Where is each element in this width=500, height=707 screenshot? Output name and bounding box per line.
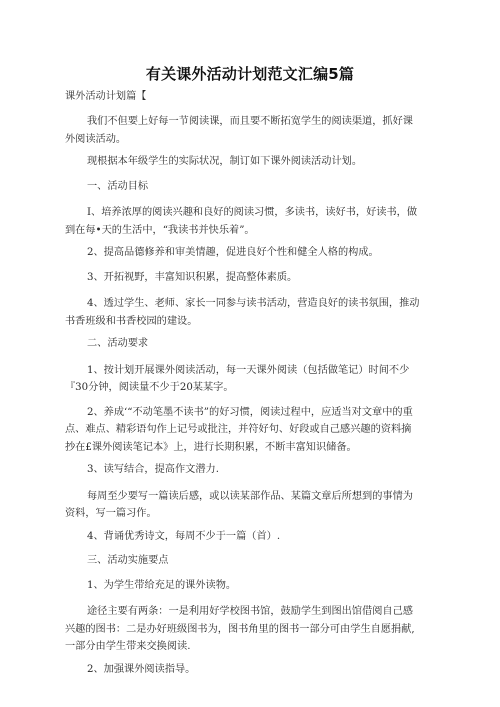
paragraph: 每周至少要写一篇读后感，或以读某部作品、某篇文章后所想到的事情为资料，写一篇习作。 (65, 490, 413, 519)
paragraph: 1、按计划开展课外阅读活动，每一天课外阅读（包括做笔记）时间不少『30分钟，阅读量不少于20某某字。 (65, 364, 410, 393)
paragraph: 2、加强课外阅读指导。 (87, 663, 196, 675)
paragraph: 1、为学生带给充足的课外读物。 (87, 579, 237, 591)
paragraph: I、培养浓厚的阅读兴趣和良好的阅读习惯，多读书，读好书，好读书，做到在每•天的生活中，“我读书并快乐着”。 (65, 207, 418, 236)
paragraph: 我们不但要上好每一节阅读课，而且要不断拓宽学生的阅读渠道，抓好课外阅读活动。 (65, 116, 413, 145)
paragraph: 3、读写结合，提高作文潜力. (87, 464, 219, 475)
paragraph: 3、开拓视野，丰富知识积累，提高整体素质。 (87, 271, 298, 283)
section-heading: 三、活动实施要点 (87, 555, 169, 566)
section-heading: 二、活动要求 (87, 338, 149, 349)
paragraph: 途径主要有两条：一是利用好学校图书馆，鼓励学生到图出馆借阅自己感兴趣的图书：二是办好班级图书为，图书角里的图书一部分可由学生自愿捐献,一部分由学生带来交换阅读. (65, 606, 415, 652)
paragraph: 课外活动计划篇【 (65, 91, 147, 102)
document-body (65, 90, 420, 687)
paragraph: 4、背诵优秀诗文，每周不少于一篇（首）. (87, 530, 281, 542)
paragraph: 2、提高品德修养和审美情趣，促进良好个性和健全人格的构成。 (87, 247, 379, 258)
paragraph: 2、养成‘“不动笔墨不读书”的好习惯，阅读过程中，应适当对文章中的重点、难点、精彩语句作上记号或批注，并符好句、好段或自己感兴趣的资料摘抄在£课外阅读笔记本》上，进行长期积累，不断丰富知识储备。 (65, 406, 413, 453)
paragraph: 现根据本年级学生的实际状况，制订如下课外阅读活动计划。 (87, 156, 363, 167)
document-title: 有关课外活动计划范文汇编5篇 (145, 65, 355, 83)
paragraph: 4、透过学生、老师、家长一同参与读书活动，营造良好的读书氛围，推动书香班级和书香校园的建设。 (65, 298, 420, 327)
section-heading: 一、活动目标 (87, 180, 149, 192)
